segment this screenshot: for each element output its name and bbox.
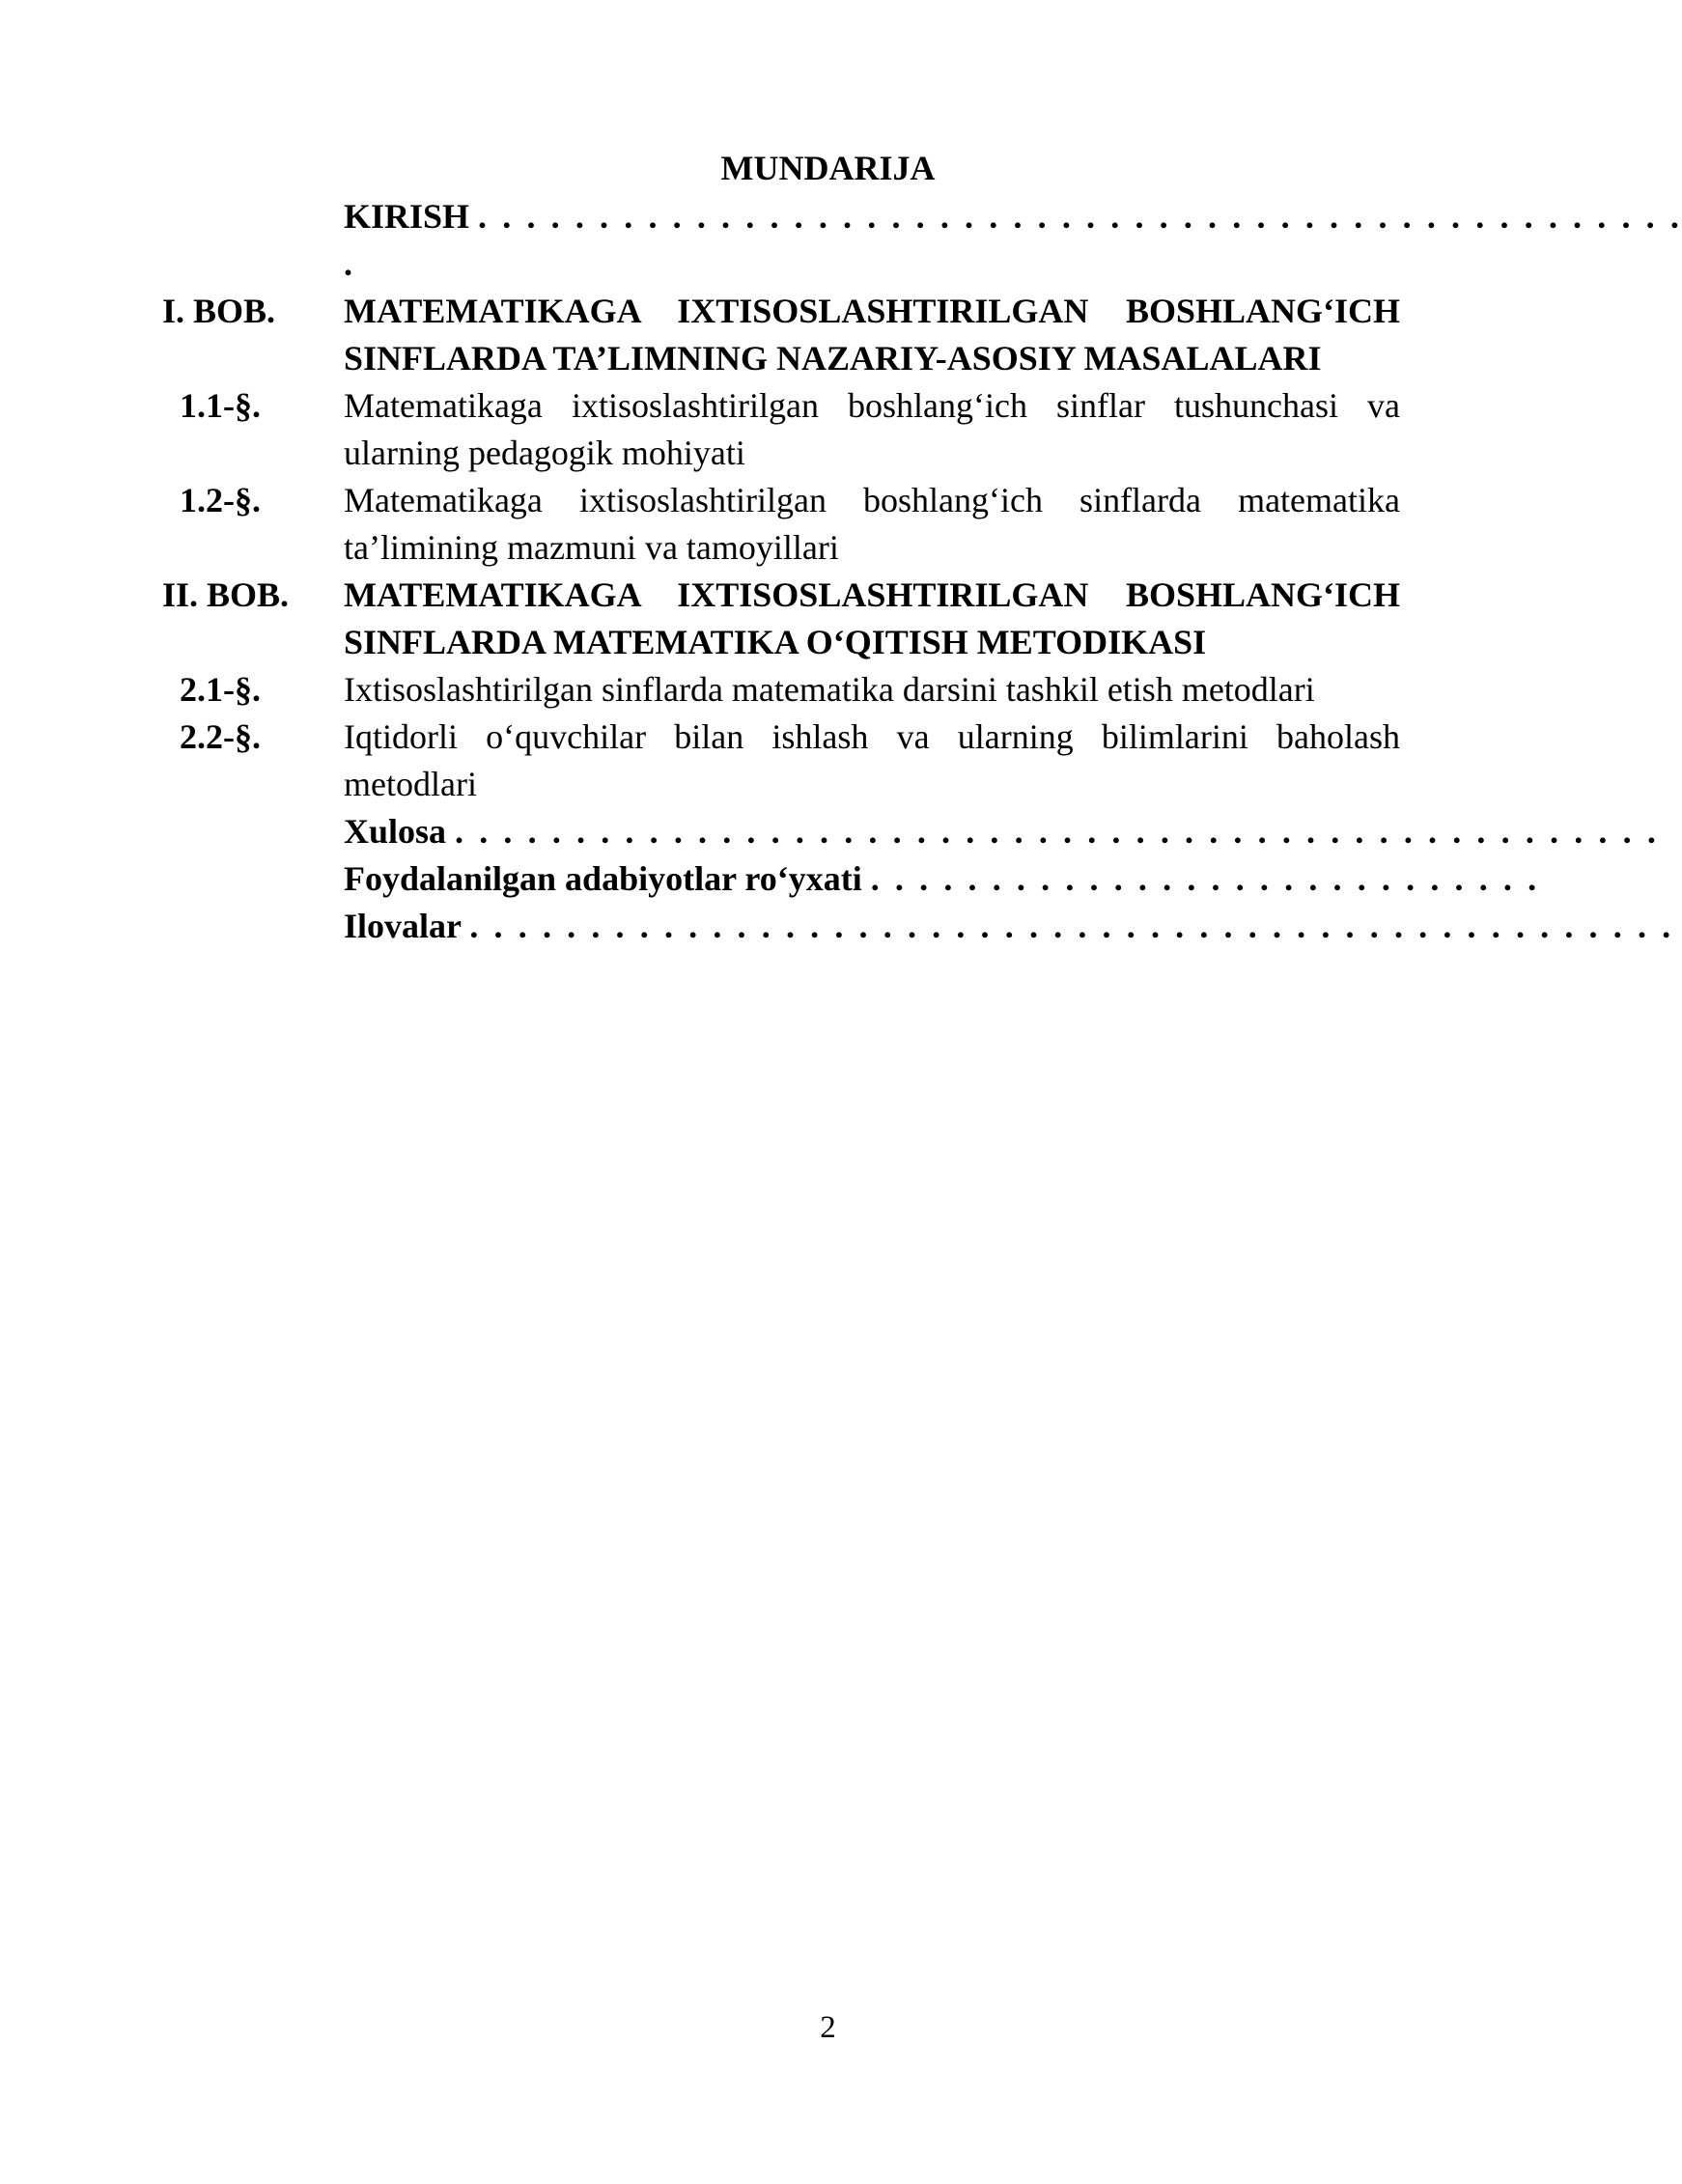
toc-entry-appendices <box>162 903 1674 950</box>
toc-entry-title: Xulosa <box>344 812 447 851</box>
toc-entry-section-2-2 <box>162 714 1400 808</box>
toc-entry-title: Ilovalar <box>344 907 462 945</box>
toc-entry-continuation <box>162 240 1400 288</box>
toc-entry-text <box>344 855 1540 903</box>
toc-entry-section-2-1 <box>162 666 1400 714</box>
toc-leader-dots: . . . . . . . . . . . . . . . . . . . . . . . . . . . . . . . . . . . . . . . . . . . . . . . . . . <box>455 812 1660 851</box>
toc-leader-dots: . . . . . . . . . . . . . . . . . . . . . . . . . . . . <box>870 859 1540 898</box>
toc-entry-conclusion <box>162 808 1660 855</box>
toc-section-label: 1.1-§. <box>180 386 261 425</box>
toc-section-label: 2.2-§. <box>180 717 261 756</box>
toc-entry-section-1-1 <box>162 382 1400 477</box>
toc-entry-text <box>344 193 1682 240</box>
toc-section-title: Ixtisoslashtirilgan sinflarda matematika darsini tashkil etish metodlari <box>344 670 1315 709</box>
toc-entry-text <box>344 903 1674 950</box>
toc-entry-chapter-1 <box>162 288 1400 382</box>
toc-leader-continuation: . <box>344 244 352 283</box>
toc-entry-chapter-2 <box>162 572 1400 666</box>
toc-entry-introduction <box>162 193 1682 240</box>
toc-section-label: 2.1-§. <box>180 670 261 709</box>
toc-entry-title: KIRISH <box>344 197 470 236</box>
toc-section-title: Matematikaga ixtisoslashtirilgan boshlang‘ich sinflarda matematika ta’limining mazmuni va tamoyillari <box>344 481 1400 567</box>
page-number: 2 <box>820 2010 836 2045</box>
table-of-contents <box>162 193 1682 950</box>
toc-chapter-label: I. BOB. <box>162 292 276 330</box>
toc-leader-dots: . . . . . . . . . . . . . . . . . . . . . . . . . . . . . . . . . . . . . . . . . . . . . . . . . . <box>478 197 1682 236</box>
toc-section-label: 1.2-§. <box>180 481 261 519</box>
toc-title: MUNDARIJA <box>720 149 936 187</box>
toc-entry-text <box>344 808 1659 855</box>
toc-section-title: Matematikaga ixtisoslashtirilgan boshlang‘ich sinflar tushunchasi va ularning pedagogik mohiyati <box>344 386 1400 472</box>
toc-entry-references <box>162 855 1540 903</box>
toc-chapter-title: MATEMATIKAGA IXTISOSLASHTIRILGAN BOSHLANG‘ICH SINFLARDA TA’LIMNING NAZARIY-ASOSIY MASALALARI <box>344 292 1400 378</box>
toc-entry-section-1-2 <box>162 477 1400 572</box>
toc-chapter-title: MATEMATIKAGA IXTISOSLASHTIRILGAN BOSHLANG‘ICH SINFLARDA MATEMATIKA O‘QITISH METODIKASI <box>344 575 1400 661</box>
toc-section-title: Iqtidorli o‘quvchilar bilan ishlash va ularning bilimlarini baholash metodlari <box>344 717 1400 803</box>
toc-leader-dots: . . . . . . . . . . . . . . . . . . . . . . . . . . . . . . . . . . . . . . . . . . . . . . . . . . <box>469 907 1674 945</box>
toc-entry-title: Foydalanilgan adabiyotlar ro‘yxati <box>344 859 862 898</box>
toc-chapter-label: II. BOB. <box>162 575 290 614</box>
